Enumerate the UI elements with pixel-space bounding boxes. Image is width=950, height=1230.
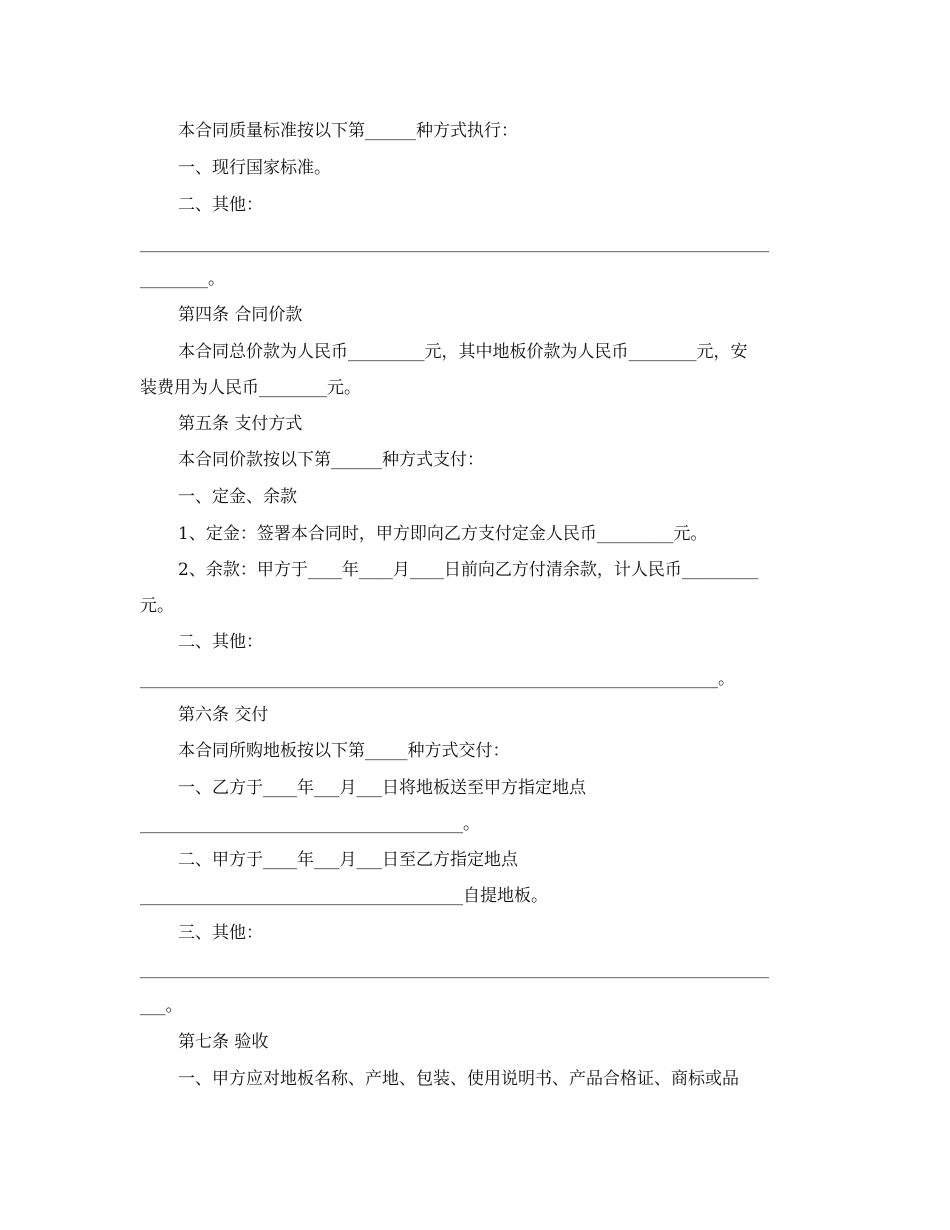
article-5-heading: 第五条 支付方式 [178, 414, 303, 434]
delivery-other-blank: __________________________________________________________________________ [140, 959, 769, 979]
contract-price-line-2: 装费用为人民币________元。 [140, 378, 361, 398]
delivery-option-2: 二、甲方于____年___月___日至乙方指定地点 [178, 850, 518, 870]
article-6-heading: 第六条 交付 [178, 705, 269, 725]
payment-method-clause: 本合同价款按以下第______种方式支付： [178, 450, 484, 470]
balance-clause-line-1: 2、余款：甲方于____年____月____日前向乙方付清余款，计人民币_________ [178, 560, 759, 580]
deposit-clause: 1、定金：签署本合同时，甲方即向乙方支付定金人民币_________元。 [178, 524, 708, 544]
payment-other-label: 二、其他： [178, 632, 263, 652]
contract-price-line-1: 本合同总价款为人民币_________元，其中地板价款为人民币________元，安 [178, 342, 748, 362]
balance-clause-line-2: 元。 [140, 596, 174, 616]
delivery-option-1-address: ______________________________________。 [140, 814, 480, 834]
option-national-standard: 一、现行国家标准。 [178, 158, 331, 178]
blank-fill-line-end: ________。 [140, 269, 225, 289]
article-4-heading: 第四条 合同价款 [178, 305, 303, 325]
option-other-label: 二、其他： [178, 195, 263, 215]
article-7-heading: 第七条 验收 [178, 1032, 269, 1052]
delivery-method-clause: 本合同所购地板按以下第_____种方式交付： [178, 741, 510, 761]
quality-standard-clause: 本合同质量标准按以下第______种方式执行： [178, 121, 518, 141]
delivery-other-blank-end: ___。 [140, 996, 183, 1016]
payment-other-blank: ____________________________________________________________________。 [140, 669, 735, 689]
delivery-option-2-address: ______________________________________自提地板。 [140, 886, 548, 906]
inspection-clause-line-1: 一、甲方应对地板名称、产地、包装、使用说明书、产品合格证、商标或品 [178, 1069, 739, 1089]
delivery-other-label: 三、其他： [178, 923, 263, 943]
blank-fill-line: __________________________________________________________________________ [140, 233, 769, 253]
deposit-balance-heading: 一、定金、余款 [178, 487, 297, 507]
delivery-option-1: 一、乙方于____年___月___日将地板送至甲方指定地点 [178, 778, 586, 798]
